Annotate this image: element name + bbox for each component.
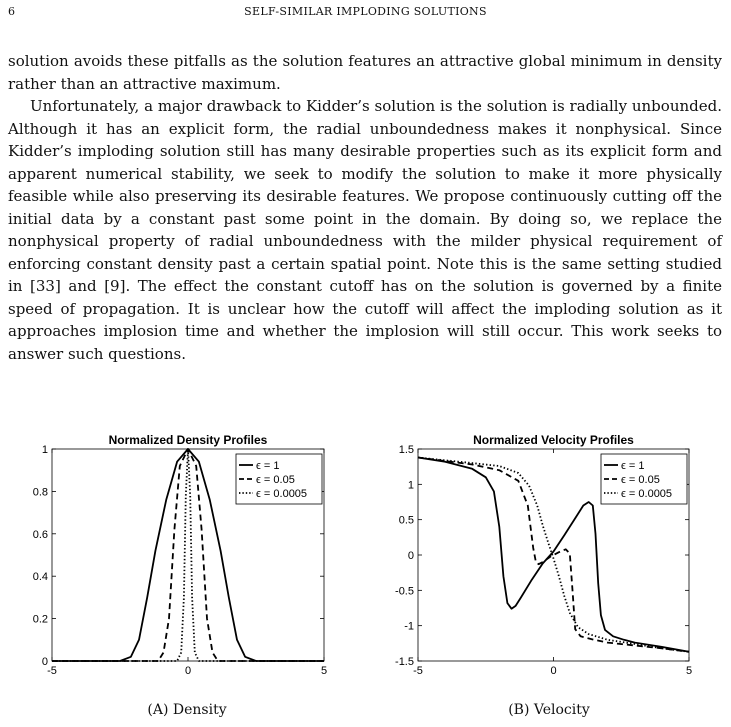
chart-0-legend-label-2: ϵ = 0.0005 [256,488,308,500]
velocity-figure [365,426,725,691]
chart-0-x-tick-label-2: 5 [320,665,328,677]
chart-0-y-tick-label-1: 0.2 [32,613,48,626]
chart-1-y-tick-label-3: 0 [407,550,414,562]
chart-0-title: Normalized Density Profiles [108,433,268,447]
chart-0-y-tick-label-0: 0 [41,656,48,668]
chart-1-title: Normalized Velocity Profiles [473,433,634,447]
chart-1-legend-label-2: ϵ = 0.0005 [621,488,673,500]
density-caption: (A) Density [147,702,227,718]
density-chart [0,426,360,691]
chart-0-legend-label-0: ϵ = 1 [256,460,280,472]
page-number: 6 [8,5,15,18]
body-text [8,50,722,365]
paragraph-1: solution avoids these pitfalls as the solution features an attractive global minimum in density rather than an attractive maximum. [8,52,722,93]
chart-1-legend-label-1: ϵ = 0.05 [621,474,660,486]
running-head: SELF-SIMILAR IMPLODING SOLUTIONS [244,5,487,18]
chart-0-legend [236,454,322,504]
velocity-caption: (B) Velocity [508,702,590,718]
chart-1-x-tick-label-0: -5 [413,665,423,677]
chart-1-legend [601,454,687,504]
chart-1-y-tick-label-0: -1.5 [395,656,414,668]
chart-1-y-tick-label-4: 0.5 [398,514,414,527]
density-figure [0,426,360,691]
velocity-chart [365,426,725,691]
chart-0-y-tick-label-5: 1 [41,444,48,456]
chart-1-x-tick-label-1: 0 [550,665,557,677]
chart-1-x-tick-label-2: 5 [685,665,693,677]
chart-0-legend-label-1: ϵ = 0.05 [256,474,295,486]
chart-1-y-tick-label-1: -1 [404,620,414,633]
chart-1-y-tick-label-6: 1.5 [398,444,414,456]
chart-0-y-tick-label-2: 0.4 [32,571,48,584]
chart-1-y-tick-label-2: -0.5 [395,585,414,598]
chart-0-y-tick-label-3: 0.6 [32,528,48,541]
chart-0-x-tick-label-1: 0 [184,665,192,677]
chart-1-y-tick-label-5: 1 [407,479,414,492]
paragraph-2: Unfortunately, a major drawback to Kidder’s solution is the solution is radially unbounded. Although it has an explicit form, the radial unboundedness makes it nonphysical. Since Kidder’s imploding solution still has many desirable properties such as its explicit form and apparent numerical stability, we seek to modify the solution to make it more physically feasible while also preserving its desirable features. We propose continuously cutting off the initial data by a constant past some point in the domain. By doing so, we replace the nonphysical property of radial unboundedness with the milder physical requirement of enforcing constant density past a certain spatial point. Note this is the same setting studied in [33] and [9]. The effect the constant cutoff has on the solution is governed by a finite speed of propagation. It is unclear how the cutoff will affect the imploding solution as it approaches implosion time and whether the implosion will still occur. This work seeks to answer such questions. [8,97,722,363]
chart-0-x-tick-label-0: -5 [47,665,57,677]
chart-1-legend-label-0: ϵ = 1 [621,460,645,472]
chart-0-y-tick-label-4: 0.8 [32,486,48,499]
